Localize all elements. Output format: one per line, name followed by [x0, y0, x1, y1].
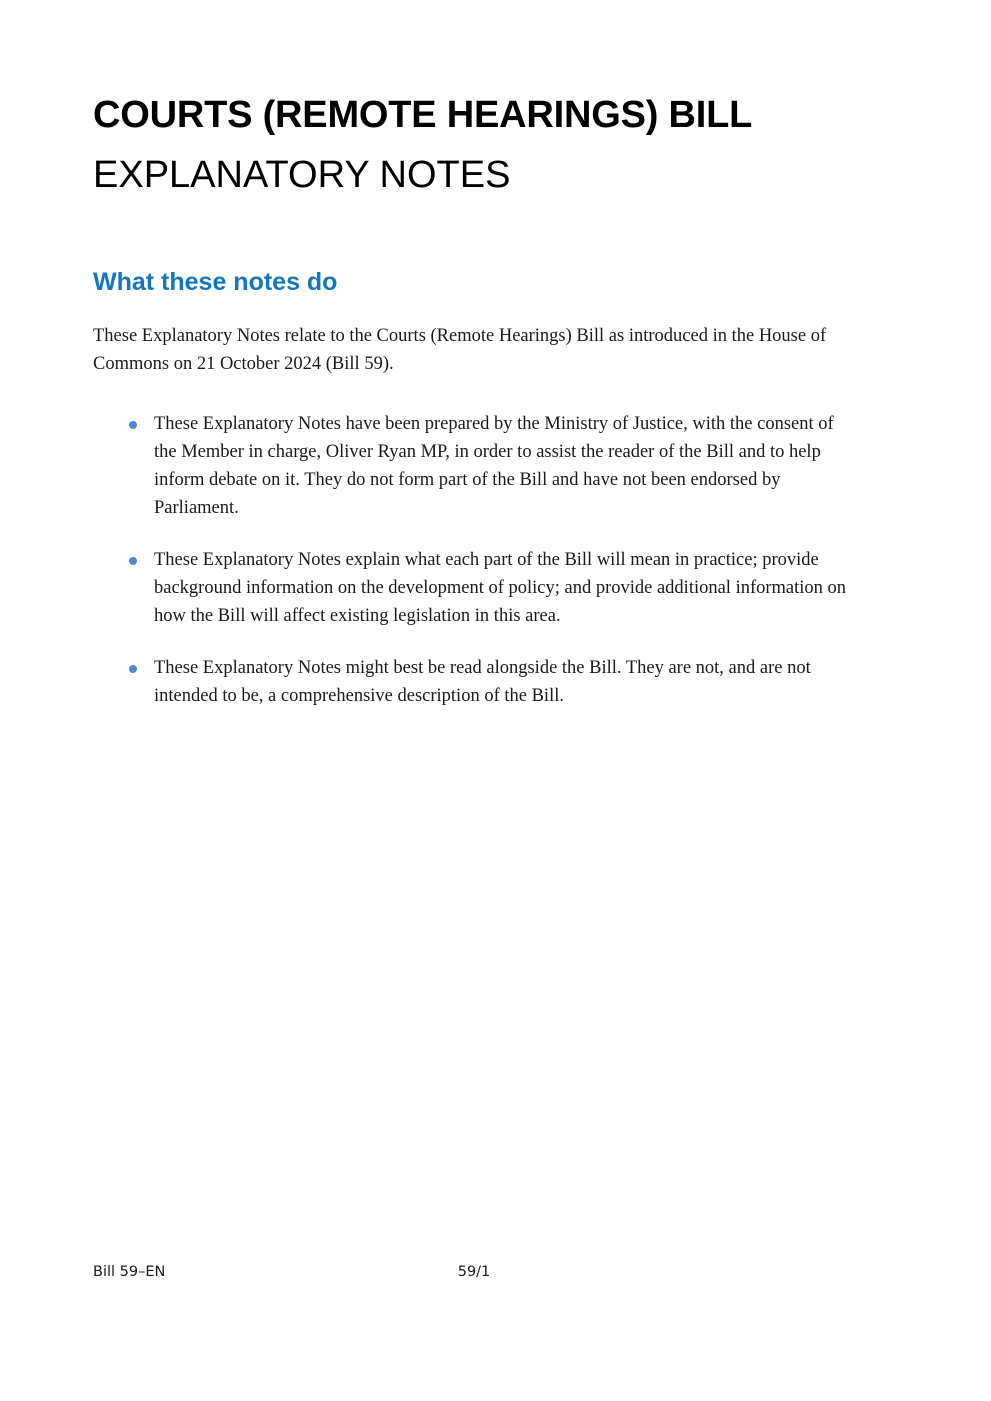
- footer-page-number: 59/1: [457, 1264, 491, 1280]
- body-content: [93, 322, 855, 710]
- list-item: [93, 546, 855, 630]
- section-heading-what-these-notes-do: What these notes do: [93, 268, 338, 296]
- page-subtitle: EXPLANATORY NOTES: [93, 154, 511, 196]
- page-footer: [93, 1262, 855, 1286]
- notes-bullet-list: [93, 410, 855, 710]
- page-title: COURTS (REMOTE HEARINGS) BILL: [93, 94, 753, 136]
- list-item-text: These Explanatory Notes have been prepared by the Ministry of Justice, with the consent of the Member in charge, Oliver Ryan MP, in order to assist the reader of the Bill and to help inform debate on it. They do not form part of the Bill and have not been endorsed by Parliament.: [154, 414, 834, 518]
- list-item: [93, 654, 855, 710]
- footer-bill-reference: Bill 59–EN: [93, 1264, 166, 1280]
- title-block: [93, 92, 883, 198]
- bullet-dot-icon: [129, 557, 137, 565]
- bullet-dot-icon: [129, 665, 137, 673]
- list-item: [93, 410, 855, 522]
- list-item-text: These Explanatory Notes explain what each part of the Bill will mean in practice; provide background information on the development of policy; and provide additional information on how the Bill will affect existing legislation in this area.: [154, 550, 847, 626]
- bullet-dot-icon: [129, 421, 137, 429]
- intro-paragraph: These Explanatory Notes relate to the Courts (Remote Hearings) Bill as introduced in the House of Commons on 21 October 2024 (Bill 59).: [93, 326, 827, 374]
- list-item-text: These Explanatory Notes might best be read alongside the Bill. They are not, and are not intended to be, a comprehensive description of the Bill.: [154, 658, 811, 706]
